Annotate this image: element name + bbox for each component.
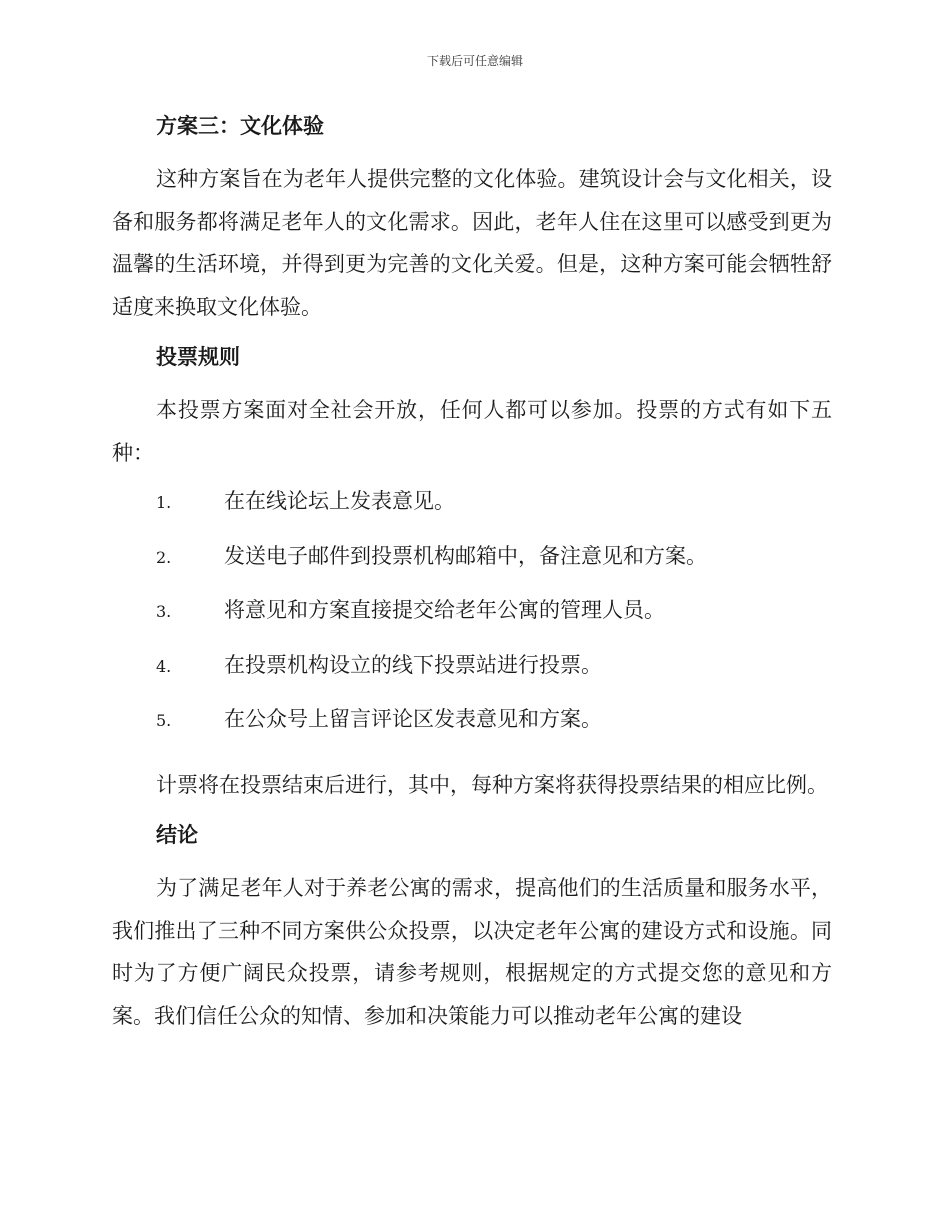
list-item <box>112 594 832 649</box>
list-text: 在在线论坛上发表意见。 <box>224 489 455 513</box>
document-body <box>112 108 832 1048</box>
conclusion-paragraph: 为了满足老年人对于养老公寓的需求，提高他们的生活质量和服务水平，我们推出了三种不同方案供公众投票，以决定老年公寓的建设方式和设施。同时为了方便广阔民众投票，请参考规则，根据规定的方式提交您的意见和方案。我们信任公众的知情、参加和决策能力可以推动老年公寓的建设 <box>112 876 832 1028</box>
list-item <box>112 485 832 540</box>
list-text: 发送电子邮件到投票机构邮箱中，备注意见和方案。 <box>224 543 707 568</box>
list-number: 2. <box>156 547 172 567</box>
plan3-paragraph: 这种方案旨在为老年人提供完整的文化体验。建筑设计会与文化相关，设备和服务都将满足老年人的文化需求。因此，老年人住在这里可以感受到更为温馨的生活环境，并得到更为完善的文化关爱。但是，这种方案可能会牺牲舒适度来换取文化体验。 <box>112 167 832 319</box>
voting-methods-list <box>112 485 832 758</box>
conclusion-heading: 结论 <box>156 823 198 847</box>
voting-rules-outro: 计票将在投票结束后进行，其中，每种方案将获得投票结果的相应比例。 <box>156 772 828 797</box>
list-number: 4. <box>156 656 172 676</box>
list-text: 在公众号上留言评论区发表意见和方案。 <box>224 707 602 731</box>
page-header: 下载后可任意编辑 <box>426 54 523 68</box>
voting-rules-intro: 本投票方案面对全社会开放，任何人都可以参加。投票的方式有如下五种： <box>112 398 832 465</box>
list-item <box>112 649 832 704</box>
list-text: 将意见和方案直接提交给老年公寓的管理人员。 <box>224 598 665 622</box>
list-text: 在投票机构设立的线下投票站进行投票。 <box>224 652 602 677</box>
list-number: 3. <box>156 602 172 621</box>
plan3-heading: 方案三：文化体验 <box>156 114 324 138</box>
list-number: 1. <box>156 493 172 512</box>
list-item <box>112 540 832 595</box>
voting-rules-heading: 投票规则 <box>156 345 240 369</box>
list-item <box>112 703 832 758</box>
list-number: 5. <box>156 711 172 730</box>
